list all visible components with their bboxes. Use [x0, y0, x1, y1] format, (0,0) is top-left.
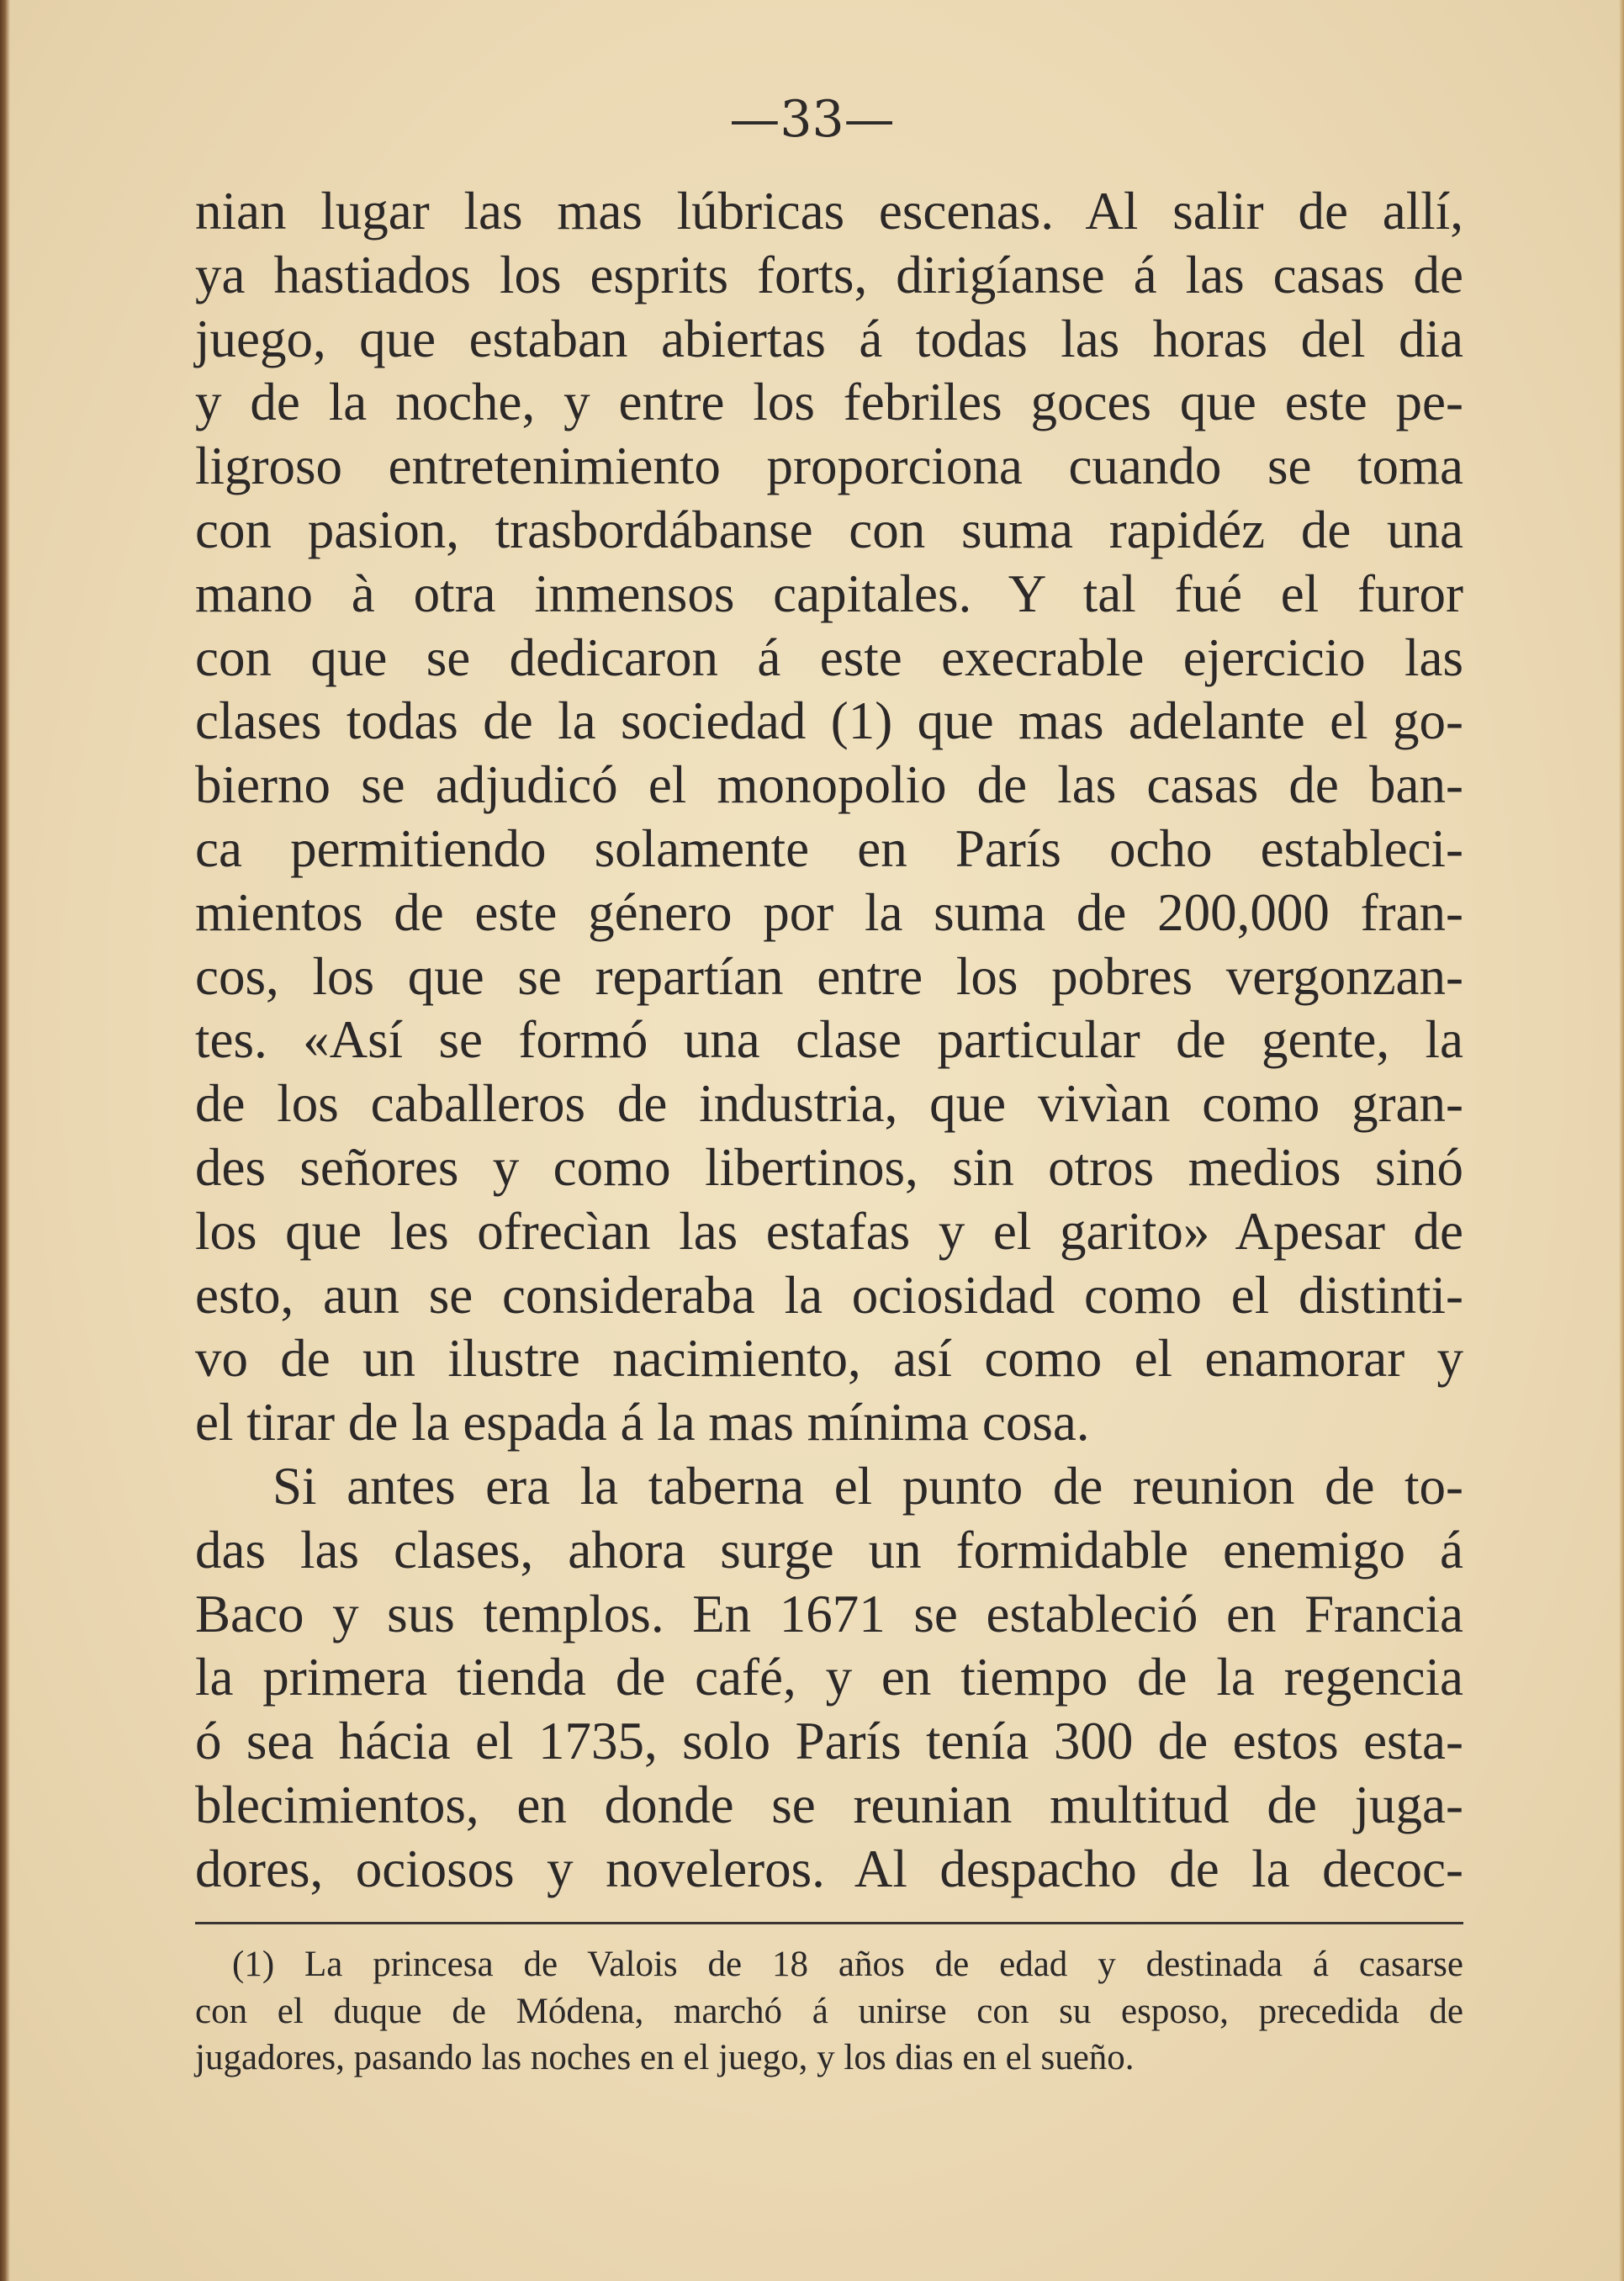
body-line: vo de un ilustre nacimiento, así como el enamorar y	[195, 1329, 1463, 1389]
body-line: cos, los que se repartían entre los pobres vergonzan-	[195, 946, 1463, 1006]
body-line: dores, ociosos y noveleros. Al despacho de la decoc-	[195, 1839, 1463, 1898]
body-line: ligroso entretenimiento proporciona cuando se toma	[195, 437, 1463, 496]
body-line: el tirar de la espada á la mas mínima cosa.	[195, 1393, 1090, 1453]
footnote-line: con el duque de Módena, marchó á unirse con su esposo, precedida de	[195, 1991, 1463, 2031]
body-line: nian lugar las mas lúbricas escenas. Al salir de allí,	[195, 182, 1463, 241]
page-outer-edge	[1619, 0, 1624, 2281]
body-line: y de la noche, y entre los febriles goces que este pe-	[195, 373, 1463, 432]
page-binding-edge	[0, 0, 10, 2281]
footnote-line: jugadores, pasando las noches en el juego, y los dias en el sueño.	[195, 2038, 1135, 2077]
body-text	[195, 180, 1463, 1902]
body-line: juego, que estaban abiertas á todas las horas del dia	[195, 309, 1463, 368]
footnote-line: (1) La princesa de Valois de 18 años de edad y destinada á casarse	[232, 1945, 1463, 1984]
body-line: ó sea hácia el 1735, solo París tenía 300 de estos esta-	[195, 1712, 1463, 1771]
body-line: bierno se adjudicó el monopolio de las casas de ban-	[195, 755, 1463, 815]
body-line: de los caballeros de industria, que vivìan como gran-	[195, 1074, 1463, 1134]
page-number: —33—	[729, 90, 895, 149]
body-line: Baco y sus templos. En 1671 se estableció en Francia	[195, 1584, 1463, 1643]
body-line: clases todas de la sociedad (1) que mas adelante el go-	[195, 691, 1463, 751]
body-line: blecimientos, en donde se reunian multitud de juga-	[195, 1775, 1463, 1834]
body-line: mano à otra inmensos capitales. Y tal fué el furor	[195, 564, 1463, 623]
body-line: ca permitiendo solamente en París ocho estableci-	[195, 818, 1463, 878]
footnote	[195, 1941, 1463, 2082]
body-line: des señores y como libertinos, sin otros medios sinó	[195, 1137, 1463, 1197]
body-line: esto, aun se consideraba la ociosidad como el distinti-	[195, 1265, 1463, 1325]
body-line: la primera tienda de café, y en tiempo de la regencia	[195, 1648, 1463, 1707]
body-line: Si antes era la taberna el punto de reunion de to-	[272, 1456, 1463, 1516]
body-line: ya hastiados los esprits forts, dirigíanse á las casas de	[195, 245, 1463, 304]
body-line: mientos de este género por la suma de 200,000 fran-	[195, 882, 1463, 942]
body-line: das las clases, ahora surge un formidable enemigo á	[195, 1520, 1463, 1580]
body-line: los que les ofrecìan las estafas y el garito» Apesar de	[195, 1201, 1463, 1261]
body-line: tes. «Así se formó una clase particular de gente, la	[195, 1010, 1463, 1070]
footnote-divider	[195, 1922, 1463, 1924]
body-line: con que se dedicaron á este execrable ejercicio las	[195, 627, 1463, 687]
body-line: con pasion, trasbordábanse con suma rapidéz de una	[195, 500, 1463, 559]
